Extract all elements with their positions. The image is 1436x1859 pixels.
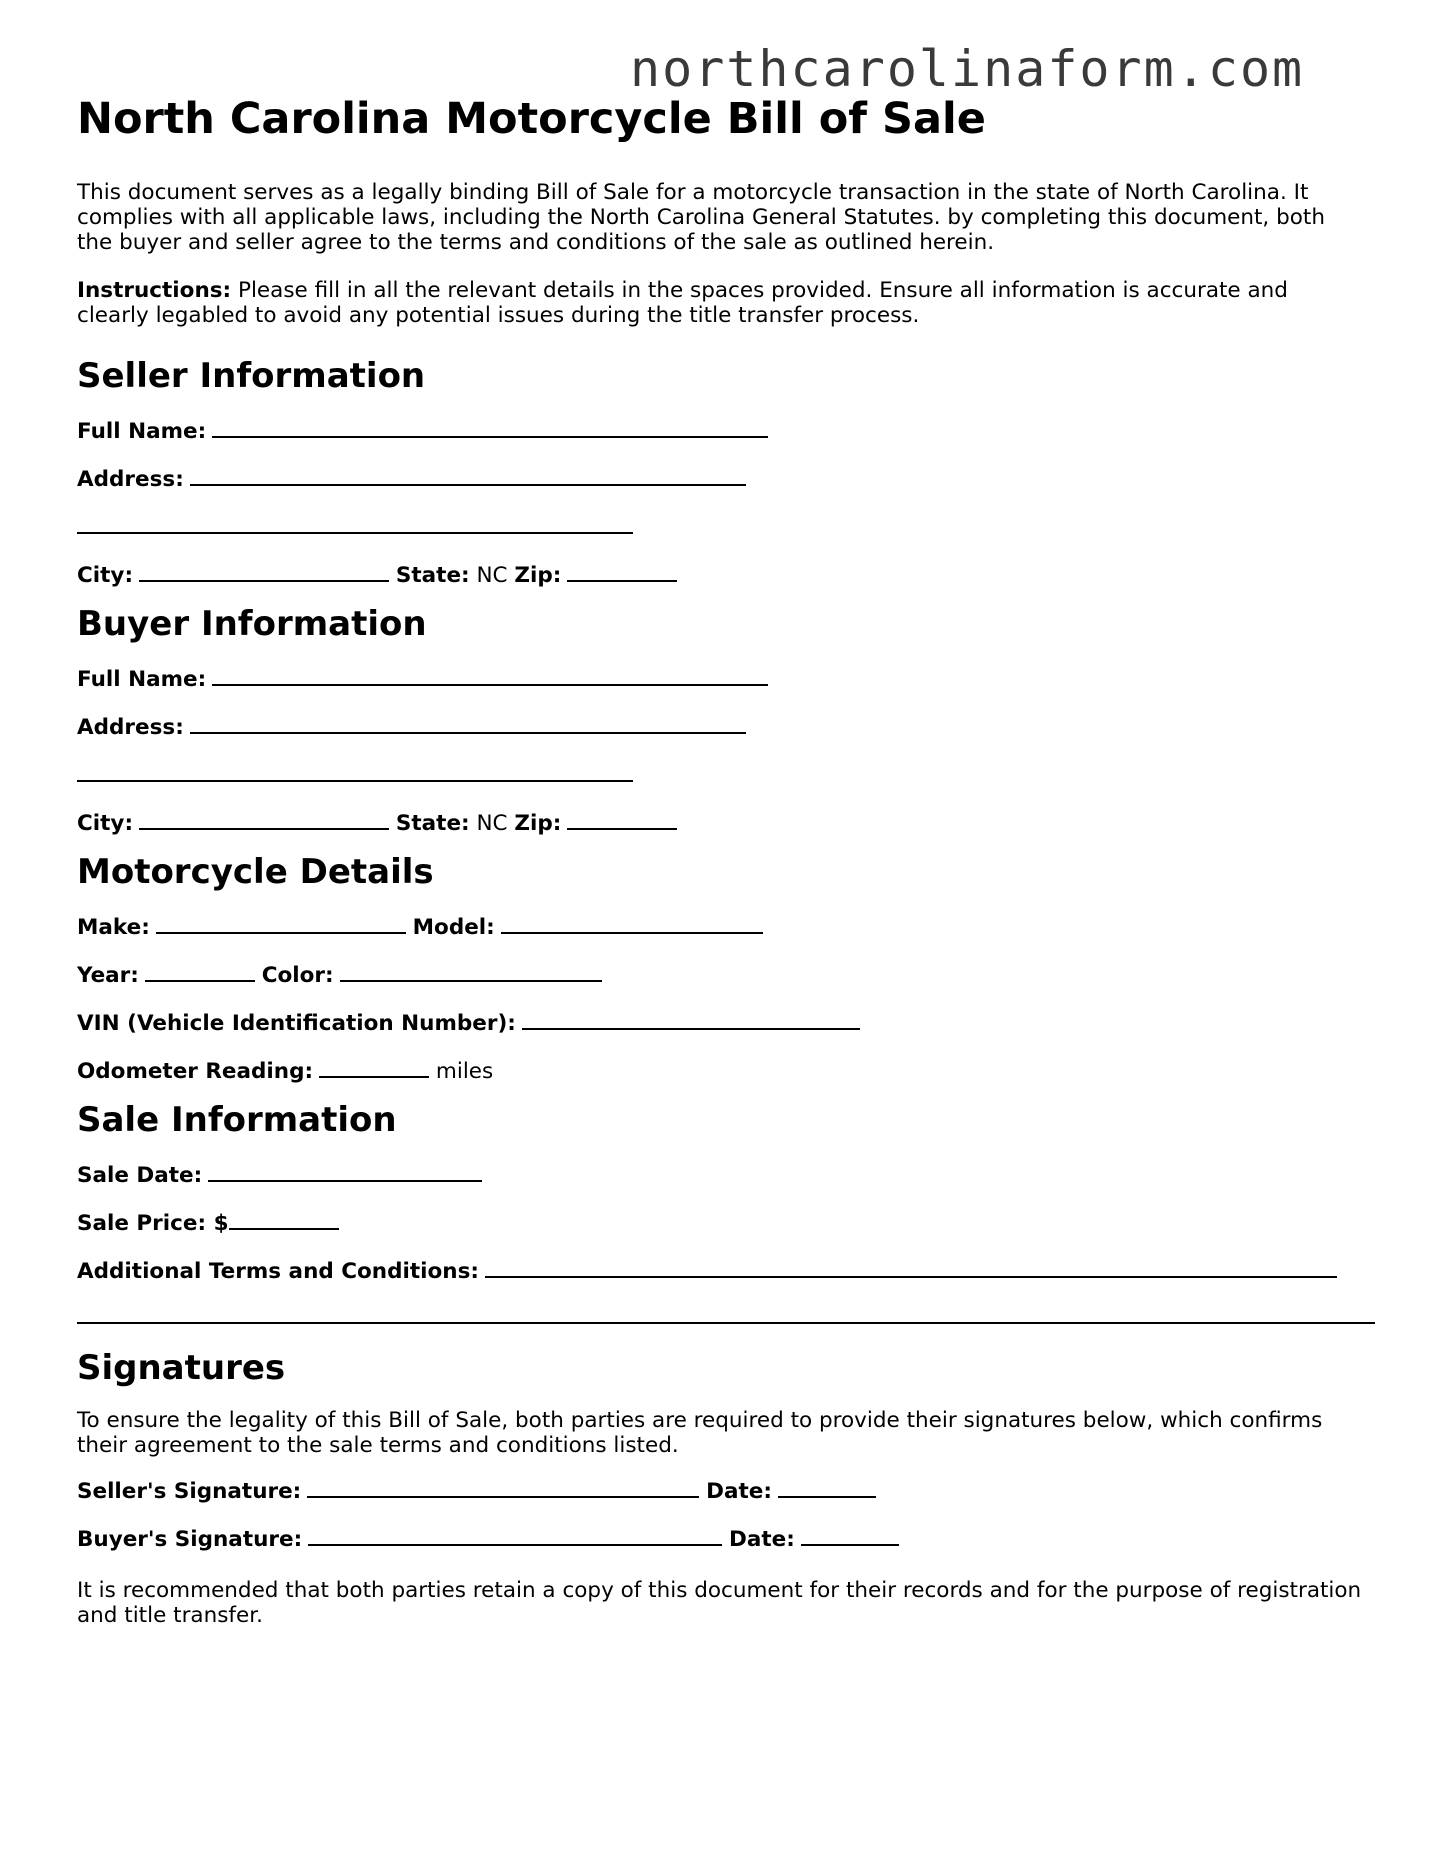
sale-date-row — [77, 1152, 1377, 1200]
seller-city-field[interactable] — [139, 558, 389, 582]
signatures-heading: Signatures — [77, 1348, 286, 1388]
sale-heading: Sale Information — [77, 1100, 397, 1140]
instructions-label: Instructions: — [77, 278, 232, 303]
seller-signature-label: Seller's Signature: — [77, 1479, 302, 1504]
terms-extra-line[interactable] — [77, 1296, 1375, 1324]
make-label: Make: — [77, 915, 150, 940]
make-field[interactable] — [156, 910, 406, 934]
buyer-date-label: Date: — [729, 1527, 795, 1552]
buyer-state-value: NC — [476, 811, 508, 836]
sale-date-field[interactable] — [208, 1158, 482, 1182]
odometer-label: Odometer Reading: — [77, 1059, 314, 1084]
seller-state-label: State: — [395, 563, 470, 588]
seller-zip-label: Zip: — [514, 563, 562, 588]
model-field[interactable] — [501, 910, 763, 934]
seller-zip-field[interactable] — [567, 558, 677, 582]
buyer-full-name-row — [77, 656, 1377, 704]
motorcycle-heading: Motorcycle Details — [77, 852, 434, 892]
buyer-signature-label: Buyer's Signature: — [77, 1527, 303, 1552]
seller-heading: Seller Information — [77, 356, 426, 396]
buyer-city-label: City: — [77, 811, 134, 836]
buyer-signature-row — [77, 1516, 1377, 1564]
seller-address-line2-row — [77, 504, 1377, 552]
buyer-address-line2-row — [77, 752, 1377, 800]
sale-price-label: Sale Price: $ — [77, 1211, 229, 1236]
buyer-state-label: State: — [395, 811, 470, 836]
instructions-paragraph — [77, 278, 1347, 328]
buyer-full-name-label: Full Name: — [77, 667, 207, 692]
make-model-row — [77, 904, 1377, 952]
intro-paragraph: This document serves as a legally binding Bill of Sale for a motorcycle transaction in the state of North Carolina. It complies with all applicable laws, including the North Carolina General Statutes. by completing this document, both the buyer and seller agree to the terms and conditions of the sale as outlined herein. — [77, 180, 1325, 255]
buyer-city-state-zip-row — [77, 800, 1377, 848]
seller-signature-field[interactable] — [307, 1474, 699, 1498]
buyer-date-field[interactable] — [801, 1522, 899, 1546]
buyer-city-field[interactable] — [139, 806, 389, 830]
closing-paragraph: It is recommended that both parties retain a copy of this document for their records and for the purpose of registration and title transfer. — [77, 1578, 1362, 1628]
seller-address-field[interactable] — [190, 462, 746, 486]
buyer-zip-field[interactable] — [567, 806, 677, 830]
odometer-field[interactable] — [319, 1054, 429, 1078]
seller-city-label: City: — [77, 563, 134, 588]
buyer-heading: Buyer Information — [77, 604, 427, 644]
site-watermark: northcarolinaform.com — [630, 40, 1305, 98]
seller-full-name-row — [77, 408, 1377, 456]
buyer-signature-field[interactable] — [308, 1522, 722, 1546]
seller-address-line2-field[interactable] — [77, 510, 633, 534]
terms-row — [77, 1248, 1377, 1296]
seller-signature-row — [77, 1468, 1377, 1516]
sale-date-label: Sale Date: — [77, 1163, 203, 1188]
instructions-text: Please fill in all the relevant details in the spaces provided. Ensure all information is accurate and clearly legabled to avoid any potential issues during the title transfer process. — [77, 278, 1288, 328]
seller-date-label: Date: — [706, 1479, 772, 1504]
buyer-address-row — [77, 704, 1377, 752]
sale-price-field[interactable] — [229, 1206, 339, 1230]
buyer-address-field[interactable] — [190, 710, 746, 734]
vin-row — [77, 1000, 1377, 1048]
seller-address-row — [77, 456, 1377, 504]
vin-field[interactable] — [522, 1006, 860, 1030]
buyer-address-label: Address: — [77, 715, 184, 740]
sale-price-row — [77, 1200, 1377, 1248]
year-color-row — [77, 952, 1377, 1000]
buyer-full-name-field[interactable] — [212, 662, 768, 686]
terms-field[interactable] — [485, 1254, 1337, 1278]
year-label: Year: — [77, 963, 139, 988]
document-page — [77, 90, 1377, 1628]
signatures-paragraph: To ensure the legality of this Bill of Sale, both parties are required to provide their signatures below, which confirms their agreement to the sale terms and conditions listed. — [77, 1408, 1323, 1458]
color-field[interactable] — [340, 958, 602, 982]
color-label: Color: — [261, 963, 334, 988]
seller-full-name-label: Full Name: — [77, 419, 207, 444]
buyer-address-line2-field[interactable] — [77, 758, 633, 782]
model-label: Model: — [412, 915, 495, 940]
seller-city-state-zip-row — [77, 552, 1377, 600]
year-field[interactable] — [145, 958, 255, 982]
seller-date-field[interactable] — [778, 1474, 876, 1498]
seller-address-label: Address: — [77, 467, 184, 492]
odometer-unit: miles — [435, 1059, 494, 1084]
vin-label: VIN (Vehicle Identification Number): — [77, 1011, 516, 1036]
buyer-zip-label: Zip: — [514, 811, 562, 836]
seller-full-name-field[interactable] — [212, 414, 768, 438]
seller-state-value: NC — [476, 563, 508, 588]
page-title: North Carolina Motorcycle Bill of Sale — [77, 94, 986, 144]
odometer-row — [77, 1048, 1377, 1096]
terms-label: Additional Terms and Conditions: — [77, 1259, 479, 1284]
